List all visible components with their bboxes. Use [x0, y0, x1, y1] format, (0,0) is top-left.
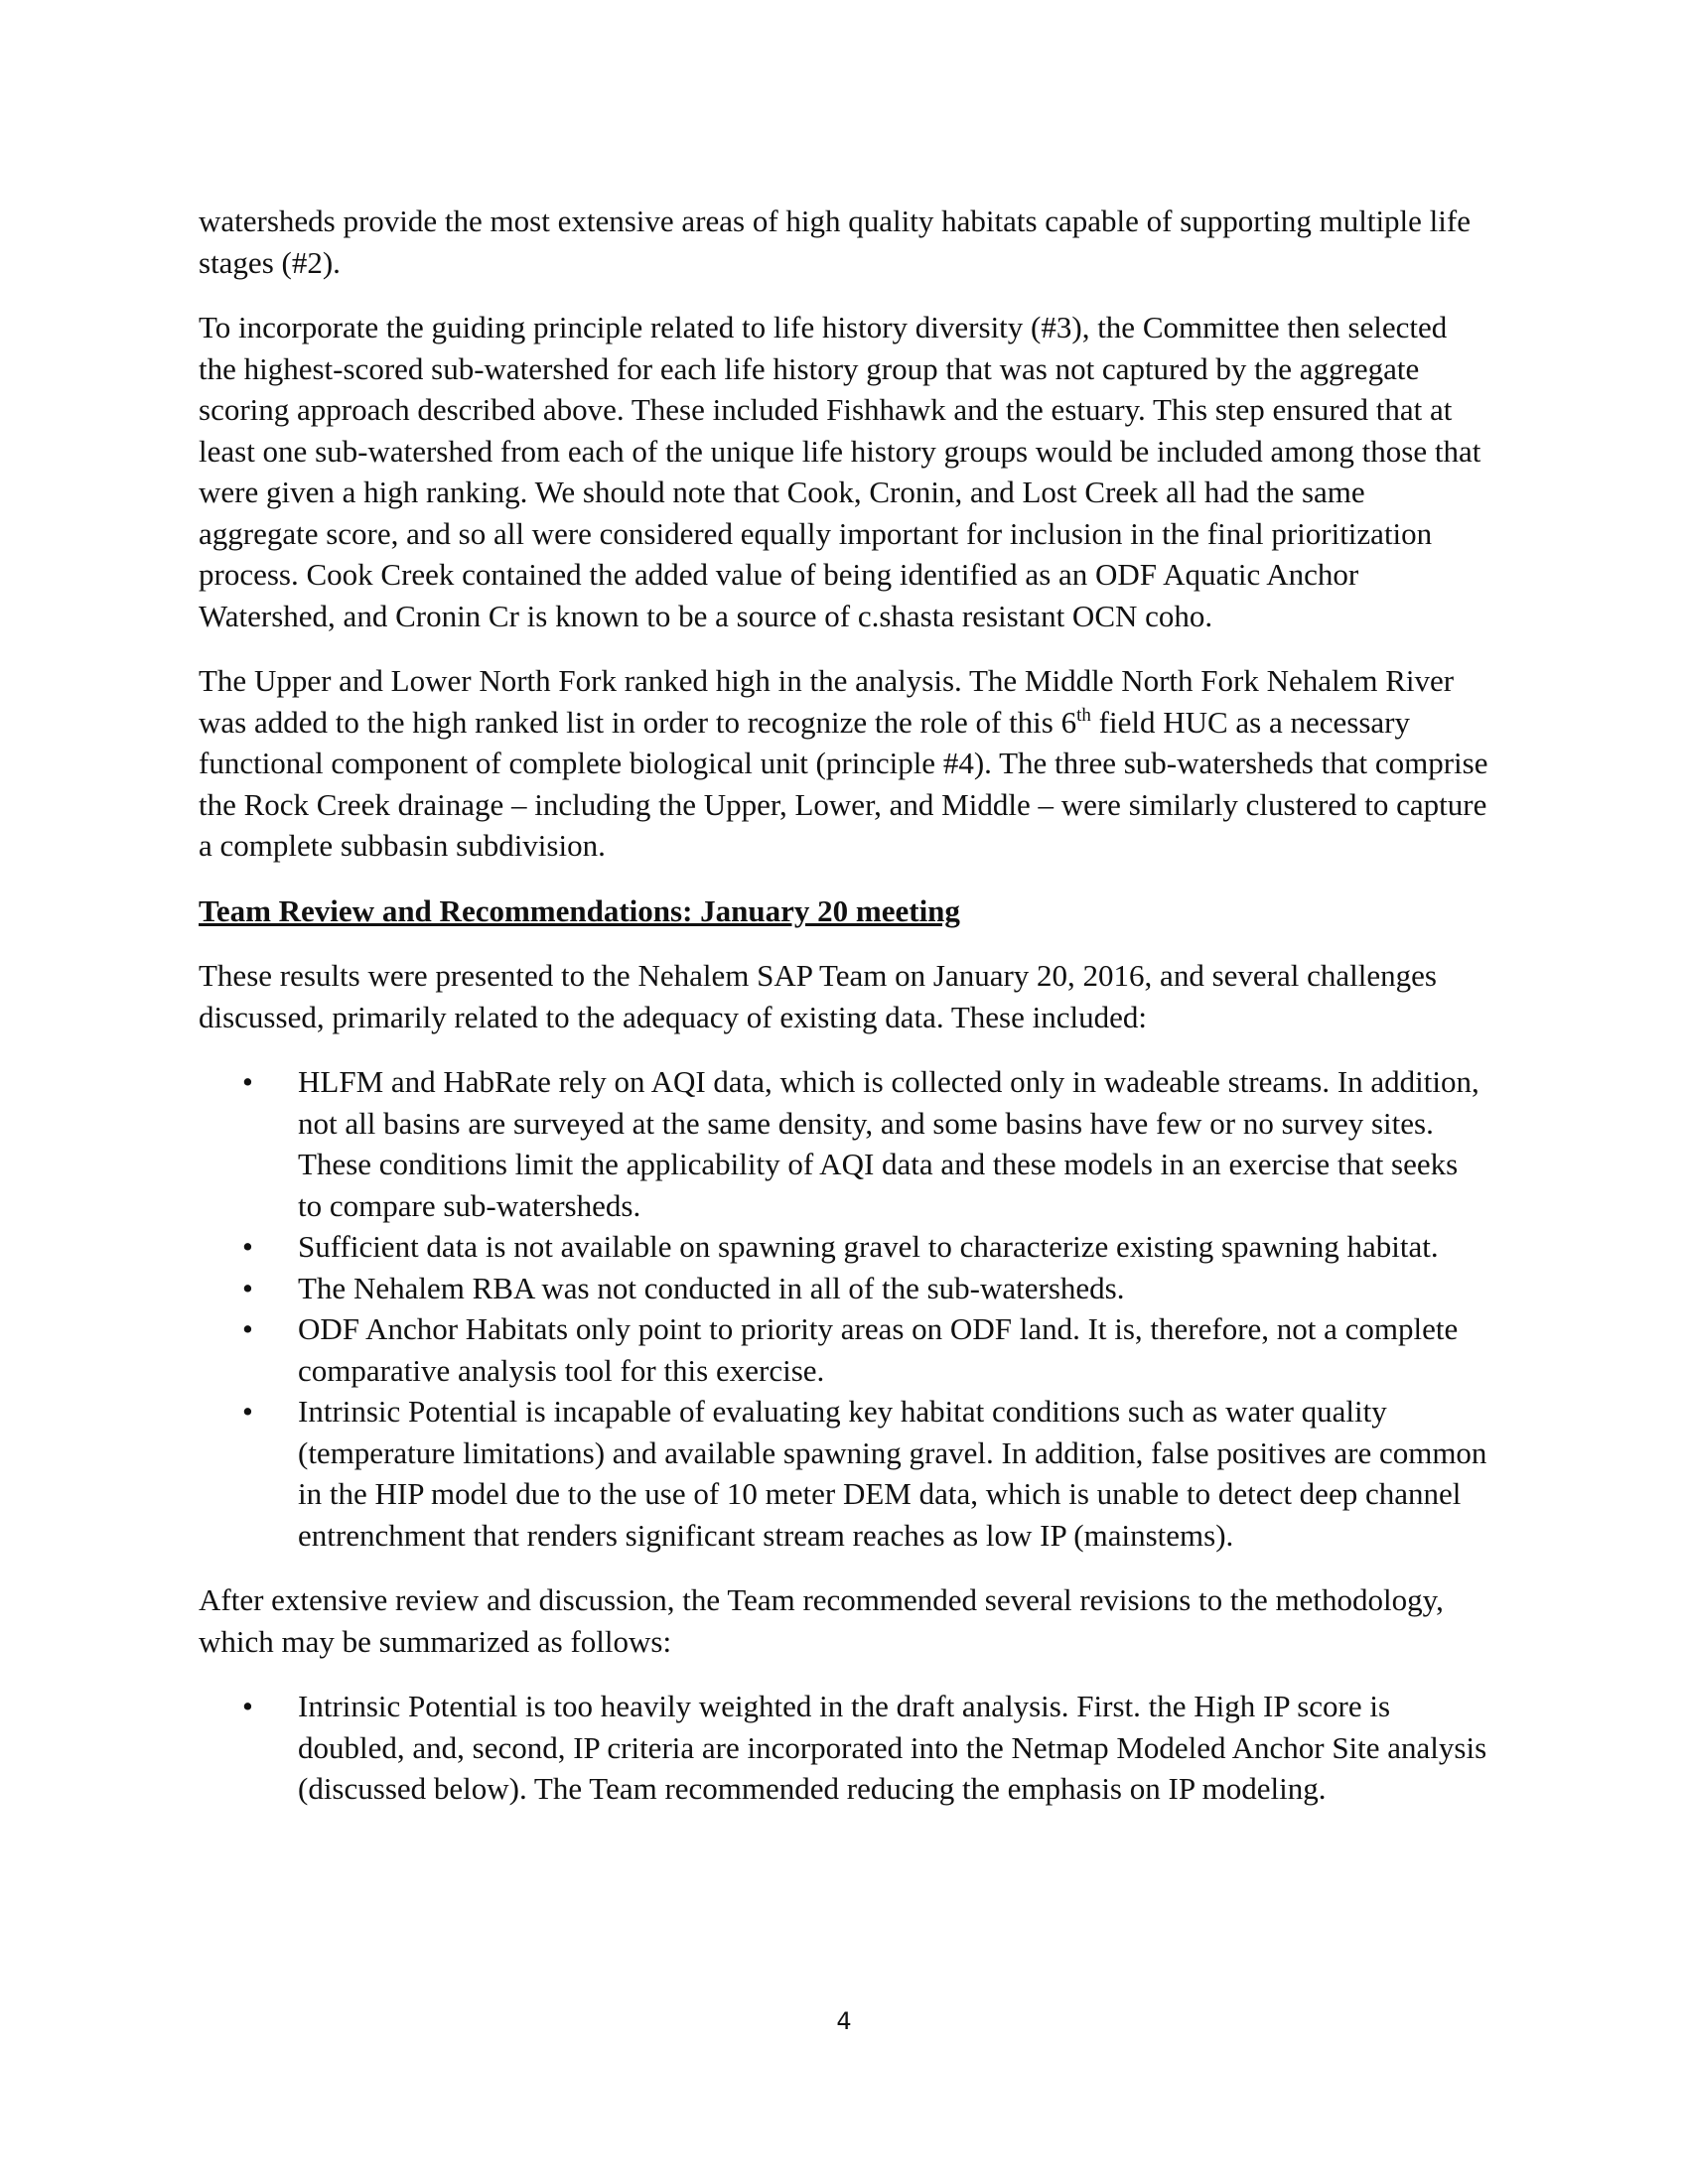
- document-body: [199, 201, 1489, 1834]
- list-item: [199, 1061, 1489, 1226]
- superscript-th: th: [1076, 704, 1091, 726]
- section-heading: Team Review and Recommendations: January 20 meeting: [199, 892, 960, 928]
- list-item-text: Intrinsic Potential is incapable of evaluating key habitat conditions such as water quality (temperature limitations) and available spawning gravel. In addition, false positives are common in the HIP model due to the use of 10 meter DEM data, which is unable to detect deep channel entrenchment that renders significant stream reaches as low IP (mainstems).: [298, 1394, 1487, 1553]
- paragraph-north-fork: [199, 660, 1489, 867]
- paragraph-life-history: To incorporate the guiding principle related to life history diversity (#3), the Committee then selected the highest-scored sub-watershed for each life history group that was not captured by the aggregate scoring approach described above. These included Fishhawk and the estuary. This step ensured that at least one sub-watershed from each of the unique life history groups would be included among those that were given a high ranking. We should note that Cook, Cronin, and Lost Creek all had the same aggregate score, and so all were considered equally important for inclusion in the final prioritization process. Cook Creek contained the added value of being identified as an ODF Aquatic Anchor Watershed, and Cronin Cr is known to be a source of c.shasta resistant OCN coho.: [199, 310, 1481, 633]
- list-item-text: Intrinsic Potential is too heavily weighted in the draft analysis. First. the High IP score is doubled, and, second, IP criteria are incorporated into the Netmap Modeled Anchor Site analysis (discussed below). The Team recommended reducing the emphasis on IP modeling.: [298, 1689, 1487, 1806]
- list-item-text: ODF Anchor Habitats only point to priority areas on ODF land. It is, therefore, not a complete comparative analysis tool for this exercise.: [298, 1311, 1459, 1388]
- paragraph-watersheds: watersheds provide the most extensive areas of high quality habitats capable of supporting multiple life stages (#2).: [199, 204, 1471, 280]
- list-item-text: Sufficient data is not available on spawning gravel to characterize existing spawning habitat.: [298, 1229, 1439, 1264]
- paragraph-results-presented: These results were presented to the Nehalem SAP Team on January 20, 2016, and several challenges discussed, primarily related to the adequacy of existing data. These included:: [199, 958, 1437, 1034]
- bullet-icon: •: [242, 1064, 253, 1099]
- bullet-icon: •: [242, 1270, 253, 1305]
- bullet-icon: •: [242, 1311, 253, 1346]
- list-item-text: HLFM and HabRate rely on AQI data, which is collected only in wadeable streams. In addition, not all basins are surveyed at the same density, and some basins have few or no survey sites. These conditions limit the applicability of AQI data and these models in an exercise that seeks to compare sub-watersheds.: [298, 1064, 1479, 1223]
- paragraph-revisions-intro: After extensive review and discussion, the Team recommended several revisions to the methodology, which may be summarized as follows:: [199, 1582, 1444, 1659]
- bullet-icon: •: [242, 1689, 253, 1723]
- list-item: [199, 1308, 1489, 1391]
- challenges-list: [199, 1061, 1489, 1556]
- list-item: [199, 1391, 1489, 1556]
- list-item-text: The Nehalem RBA was not conducted in all of the sub-watersheds.: [298, 1270, 1125, 1305]
- bullet-icon: •: [242, 1394, 253, 1429]
- list-item: [199, 1686, 1489, 1810]
- bullet-icon: •: [242, 1229, 253, 1264]
- paragraph-north-fork-part2: field HUC as a necessary functional component of complete biological unit (principle #4). The three sub-watersheds that comprise the Rock Creek drainage – including the Upper, Lower, and Middle – were similarly clustered to capture a complete subbasin subdivision.: [199, 704, 1488, 863]
- list-item: [199, 1226, 1489, 1268]
- list-item: [199, 1268, 1489, 1309]
- paragraph-north-fork-part1: The Upper and Lower North Fork ranked high in the analysis. The Middle North Fork Nehalem River was added to the high ranked list in order to recognize the role of this 6: [199, 663, 1455, 740]
- revisions-list: [199, 1686, 1489, 1810]
- page-number: 4: [836, 2007, 852, 2035]
